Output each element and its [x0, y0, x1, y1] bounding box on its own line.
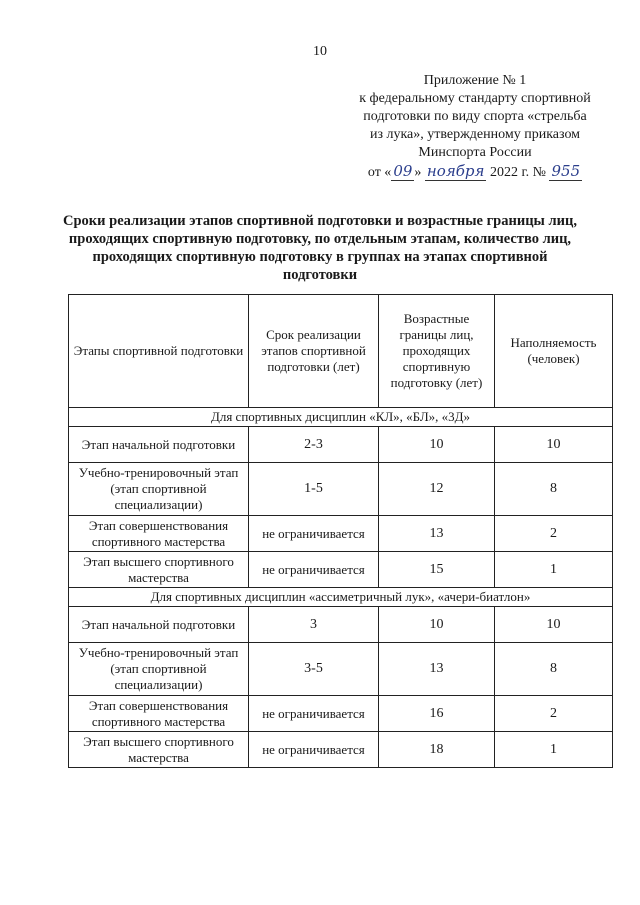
table-row	[69, 643, 613, 696]
fill-cell: 2	[495, 516, 613, 552]
section-title: Для спортивных дисциплин «ассиметричный лук», «ачери-биатлон»	[69, 588, 613, 607]
date-mid: »	[414, 165, 422, 180]
section-row	[69, 588, 613, 607]
stage-cell: Этап начальной подготовки	[69, 427, 249, 463]
handwritten-order-number: 955	[551, 162, 581, 180]
section-title: Для спортивных дисциплин «КЛ», «БЛ», «3Д»	[69, 408, 613, 427]
appendix-line: к федеральному стандарту спортивной	[359, 91, 591, 106]
age-cell: 13	[379, 516, 495, 552]
handwritten-month: ноября	[426, 162, 485, 180]
term-cell: не ограничивается	[249, 516, 379, 552]
fill-cell: 10	[495, 427, 613, 463]
term-cell: не ограничивается	[249, 552, 379, 588]
stage-cell: Этап совершенствования спортивного мастерства	[69, 516, 249, 552]
fill-cell: 1	[495, 732, 613, 768]
document-title: Сроки реализации этапов спортивной подготовки и возрастные границы лиц, проходящих спортивную подготовку, по отдельным этапам, количество лиц, проходящих спортивную подготовку в группах на этапах спортивной подготовки	[63, 213, 577, 283]
age-cell: 10	[379, 427, 495, 463]
table-row	[69, 732, 613, 768]
table-row	[69, 552, 613, 588]
header-age: Возрастные границы лиц, проходящих спортивную подготовку (лет)	[379, 295, 495, 408]
page-number: 10	[313, 44, 327, 59]
term-cell: 1-5	[249, 463, 379, 516]
stage-cell: Этап совершенствования спортивного мастерства	[69, 696, 249, 732]
term-cell: 2-3	[249, 427, 379, 463]
stage-cell: Этап высшего спортивного мастерства	[69, 732, 249, 768]
stages-table	[68, 294, 613, 768]
section-row	[69, 408, 613, 427]
stage-cell: Учебно-тренировочный этап (этап спортивной специализации)	[69, 643, 249, 696]
year-text: 2022 г. №	[489, 165, 546, 180]
table-row	[69, 463, 613, 516]
table-row	[69, 607, 613, 643]
handwritten-day: 09	[393, 162, 413, 180]
stage-cell: Этап начальной подготовки	[69, 607, 249, 643]
header-stage: Этапы спортивной подготовки	[69, 295, 249, 408]
appendix-line: из лука», утвержденному приказом	[369, 127, 581, 142]
term-cell: 3	[249, 607, 379, 643]
fill-cell: 1	[495, 552, 613, 588]
appendix-header	[345, 72, 605, 182]
stage-cell: Этап высшего спортивного мастерства	[69, 552, 249, 588]
header-term: Срок реализации этапов спортивной подготовки (лет)	[249, 295, 379, 408]
age-cell: 10	[379, 607, 495, 643]
stage-cell: Учебно-тренировочный этап (этап спортивной специализации)	[69, 463, 249, 516]
table-row	[69, 696, 613, 732]
age-cell: 18	[379, 732, 495, 768]
appendix-line: подготовки по виду спорта «стрельба	[363, 109, 587, 124]
order-date-line	[345, 162, 605, 182]
term-cell: 3-5	[249, 643, 379, 696]
age-cell: 13	[379, 643, 495, 696]
fill-cell: 2	[495, 696, 613, 732]
date-prefix: от «	[367, 165, 392, 180]
table-row	[69, 427, 613, 463]
table-row	[69, 516, 613, 552]
age-cell: 15	[379, 552, 495, 588]
fill-cell: 8	[495, 643, 613, 696]
fill-cell: 10	[495, 607, 613, 643]
appendix-line: Приложение № 1	[423, 73, 527, 88]
term-cell: не ограничивается	[249, 732, 379, 768]
fill-cell: 8	[495, 463, 613, 516]
term-cell: не ограничивается	[249, 696, 379, 732]
header-fill: Наполняемость (человек)	[495, 295, 613, 408]
appendix-line: Минспорта России	[418, 145, 532, 160]
age-cell: 12	[379, 463, 495, 516]
age-cell: 16	[379, 696, 495, 732]
table-header-row	[69, 295, 613, 408]
